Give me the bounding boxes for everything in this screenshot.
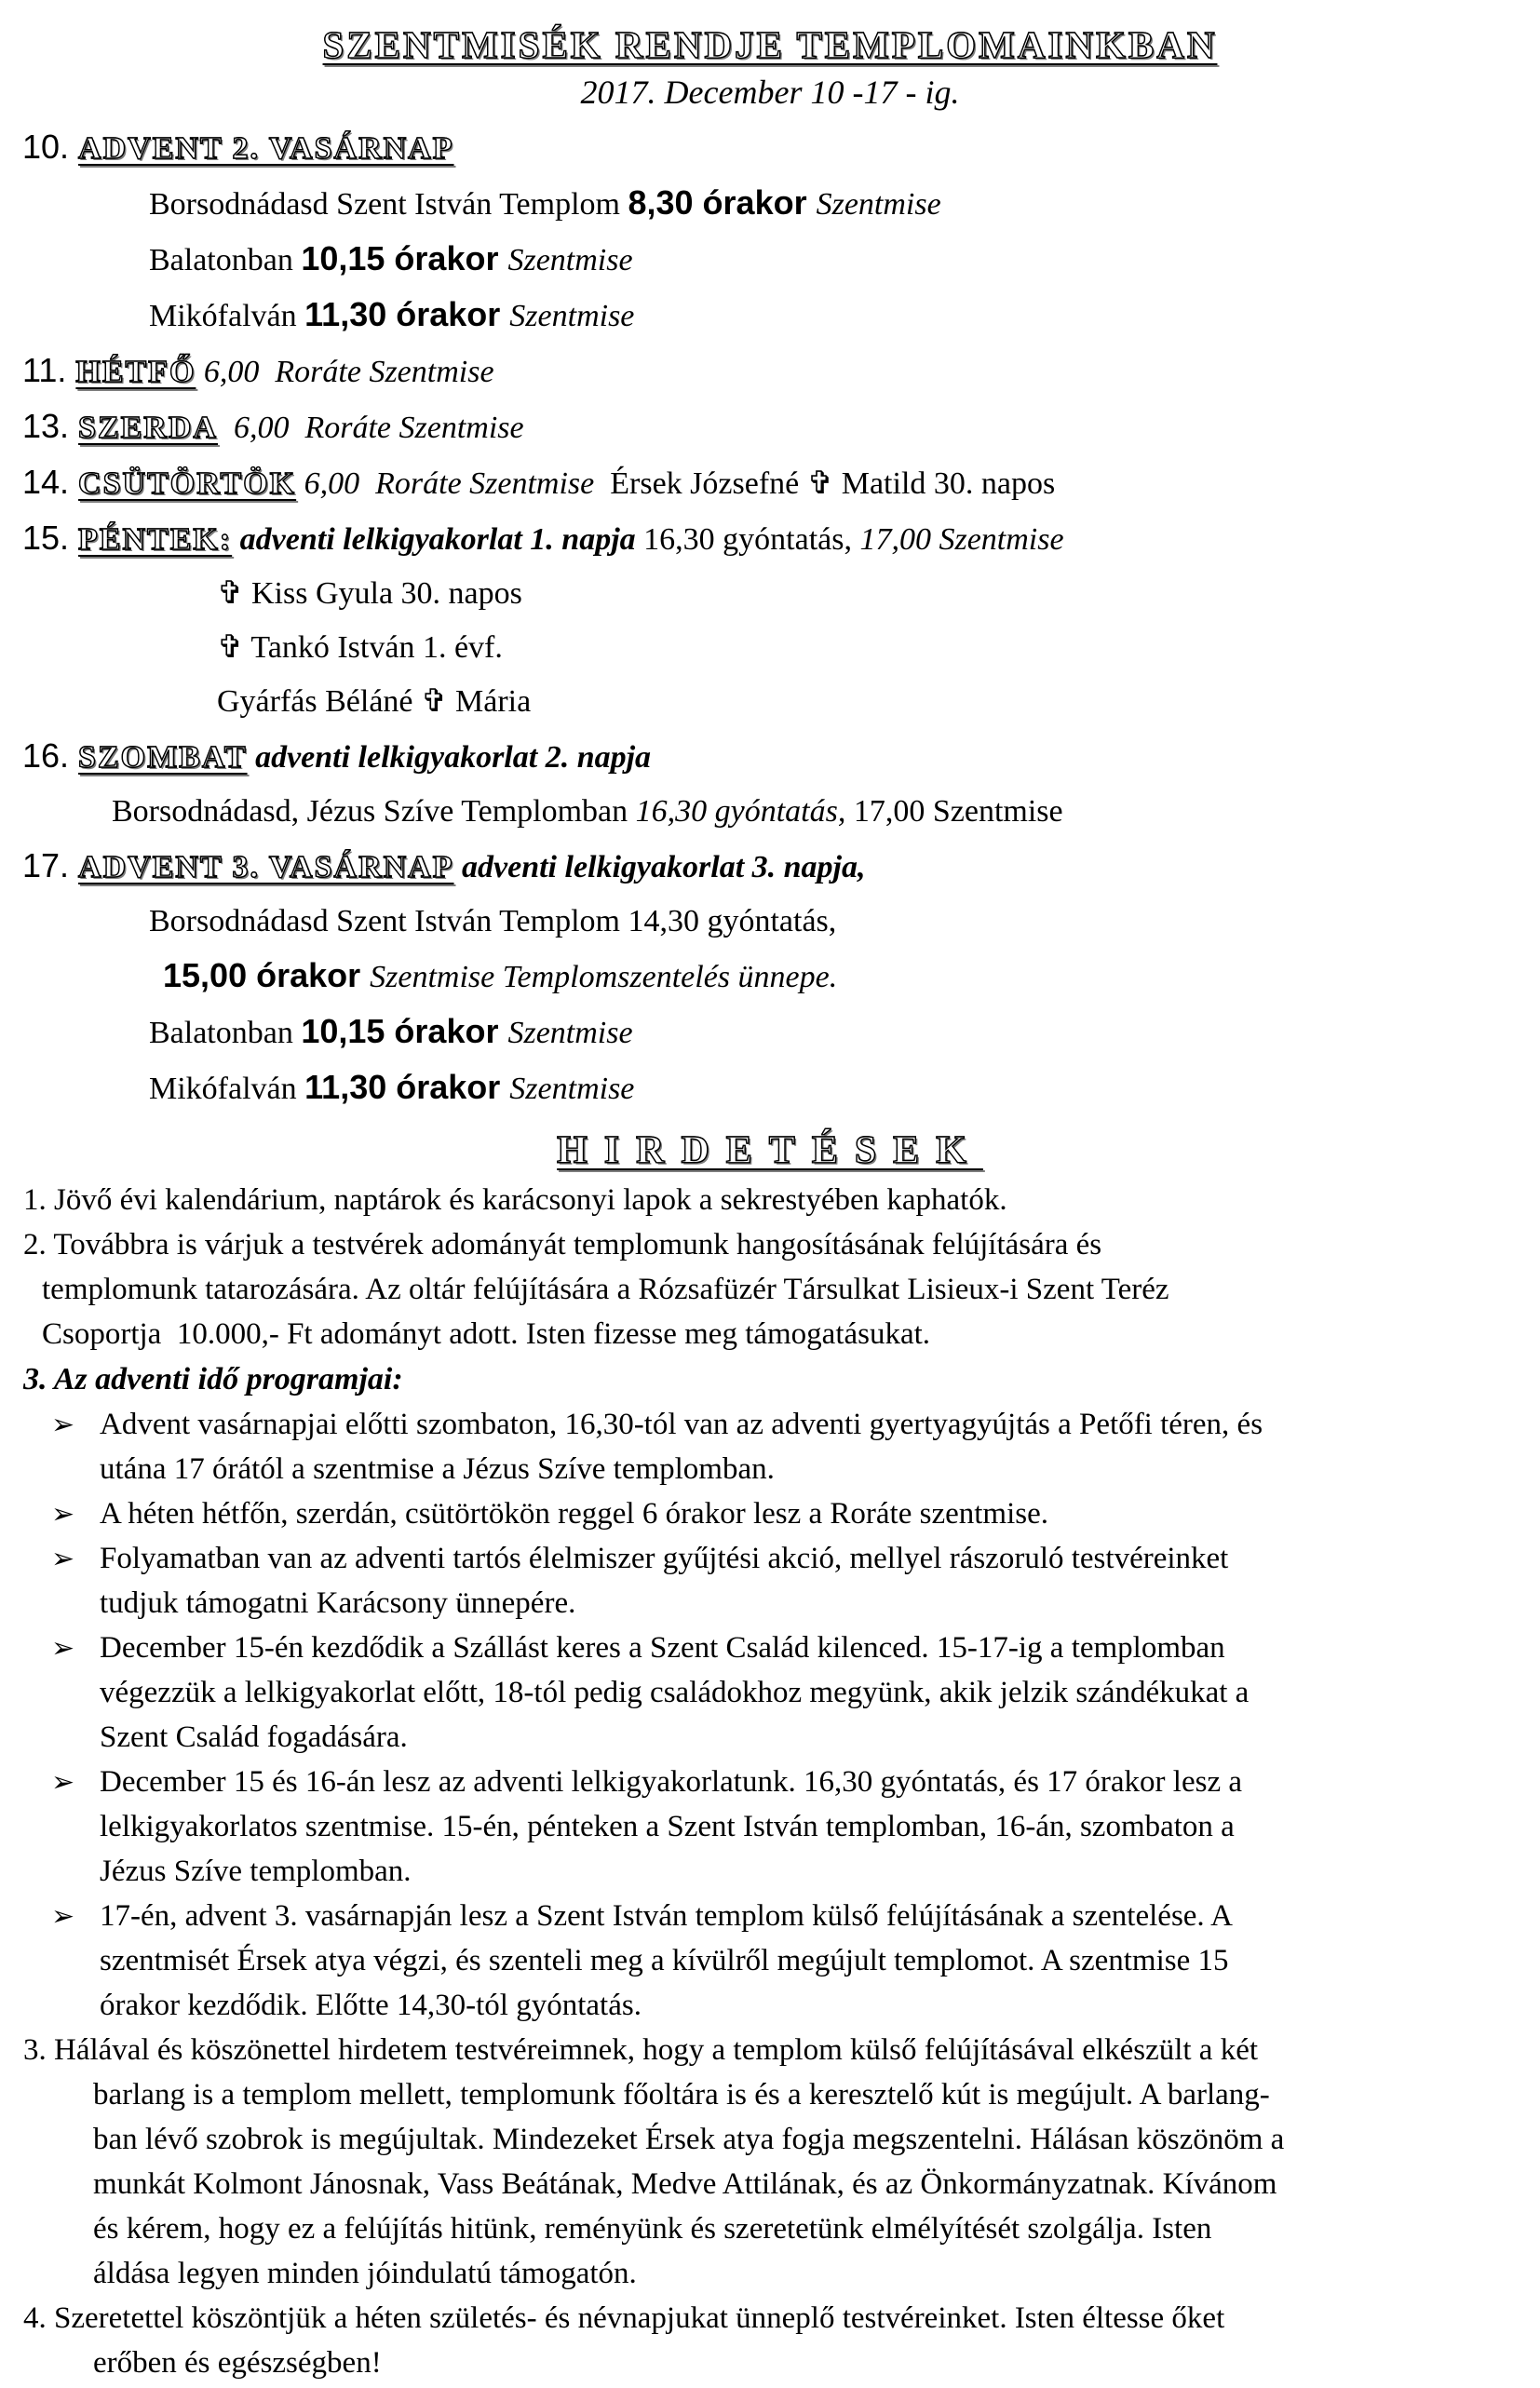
announcement-line	[0, 1896, 1540, 1941]
announcement-line	[0, 2030, 1540, 2075]
day-name-label: SZERDA	[78, 411, 218, 445]
date-range: 2017. December 10 -17 - ig.	[580, 74, 960, 111]
schedule-line	[0, 179, 1540, 235]
text-segment: Szentmise	[509, 299, 635, 333]
text-segment: 6,00 Roráte Szentmise	[196, 355, 494, 389]
announcement-line	[0, 1315, 1540, 1359]
announcement-line	[0, 1807, 1540, 1852]
text-segment: utána 17 órától a szentmise a Jézus Szíve templomban.	[100, 1452, 775, 1486]
text-segment: Borsodnádasd, Jézus Szíve Templomban	[112, 794, 636, 829]
announcement-line	[0, 2165, 1540, 2209]
text-segment: 3. Az adventi idő programjai:	[23, 1362, 403, 1396]
bullet-arrow-icon: ➢	[51, 1900, 75, 1933]
text-segment: 16,30 gyóntatás,	[635, 522, 860, 557]
text-segment: Balatonban	[149, 243, 302, 277]
announcement-line	[0, 2254, 1540, 2299]
day-name-label: SZOMBAT	[78, 740, 248, 775]
announcement-line	[0, 1450, 1540, 1494]
day-name-label: PÉNTEK:	[78, 522, 233, 557]
schedule-line	[0, 624, 1540, 678]
schedule-line	[0, 458, 1540, 514]
time-label: 15,00 órakor	[163, 956, 371, 994]
text-segment: Balatonban	[149, 1016, 302, 1050]
announcement-line	[0, 1628, 1540, 1673]
day-number: 16.	[22, 736, 79, 775]
bullet-arrow-icon: ➢	[51, 1498, 75, 1531]
announcements-section	[0, 1181, 1540, 2388]
announcement-line	[0, 1718, 1540, 1762]
text-segment: végezzük a lelkigyakorlat előtt, 18-tól pedig családokhoz megyünk, akik jelzik szándékukat a	[100, 1676, 1250, 1709]
text-segment: adventi lelkigyakorlat 3. napja,	[453, 850, 866, 884]
page-title: SZENTMISÉK RENDJE TEMPLOMAINKBAN	[322, 23, 1218, 66]
schedule-line	[0, 235, 1540, 290]
day-number: 17.	[22, 846, 79, 884]
schedule-line	[0, 732, 1540, 788]
day-number: 11.	[22, 351, 76, 389]
schedule-line	[0, 514, 1540, 570]
day-number: 15.	[22, 519, 79, 557]
text-segment: munkát Kolmont Jánosnak, Vass Beátának, Medve Attilának, és az Önkormányzatnak. Kívánom	[93, 2167, 1277, 2201]
day-number: 10.	[22, 128, 79, 166]
announcement-line	[0, 1762, 1540, 1807]
text-segment: lelkigyakorlatos szentmise. 15-én, pénteken a Szent István templomban, 16-án, szombaton a	[100, 1810, 1235, 1843]
text-segment: templomunk tatarozására. Az oltár felújítására a Rózsafüzér Társulkat Lisieux-i Szent Teréz	[42, 1273, 1169, 1306]
text-segment: Folyamatban van az adventi tartós élelmiszer gyűjtési akció, mellyel rászoruló testvéreinket	[100, 1542, 1229, 1575]
text-segment: 17,00 Szentmise	[845, 794, 1063, 829]
bullet-arrow-icon: ➢	[51, 1632, 75, 1665]
announcement-line	[0, 1673, 1540, 1718]
schedule-line	[0, 842, 1540, 897]
text-segment: Szentmise	[507, 1016, 633, 1050]
text-segment: szentmisét Érsek atya végzi, és szenteli meg a kívülről megújult templomot. A szentmise 15	[100, 1944, 1229, 1977]
text-segment: Csoportja 10.000,- Ft adományt adott. Isten fizesse meg támogatásukat.	[42, 1317, 931, 1351]
announcement-line	[0, 1225, 1540, 1270]
text-segment: 17,00 Szentmise	[859, 522, 1064, 557]
schedule-line	[0, 570, 1540, 624]
schedule-line	[0, 290, 1540, 346]
time-label: 8,30 órakor	[628, 183, 817, 222]
day-number: 14.	[22, 463, 79, 501]
announcements-title: HIRDETÉSEK	[557, 1129, 983, 1172]
text-segment: 16,30 gyóntatás,	[635, 794, 846, 829]
schedule-line	[0, 1063, 1540, 1119]
text-segment: Borsodnádasd Szent István Templom 14,30 gyóntatás,	[149, 904, 837, 938]
announcement-line	[0, 1359, 1540, 1405]
announcement-line	[0, 1494, 1540, 1539]
announcement-line	[0, 1539, 1540, 1584]
schedule-line	[0, 123, 1540, 179]
time-label: 11,30 órakor	[304, 1068, 510, 1106]
text-segment: December 15-én kezdődik a Szállást keres a Szent Család kilenced. 15-17-ig a templomban	[100, 1631, 1225, 1665]
schedule-line	[0, 951, 1540, 1007]
day-number: 13.	[22, 407, 79, 445]
text-segment: 1. Jövő évi kalendárium, naptárok és karácsonyi lapok a sekrestyében kaphatók.	[23, 1183, 1007, 1217]
text-segment: Mikófalván	[149, 299, 305, 333]
schedule-line	[0, 346, 1540, 402]
text-segment: 2. Továbbra is várjuk a testvérek adományát templomunk hangosításának felújítására és	[23, 1228, 1102, 1261]
bullet-arrow-icon: ➢	[51, 1766, 75, 1799]
time-label: 10,15 órakor	[301, 239, 508, 277]
text-segment: Borsodnádasd Szent István Templom	[149, 187, 628, 222]
text-segment: 4. Szeretettel köszöntjük a héten születés- és névnapjukat ünneplő testvéreinket. Isten éltesse őket	[23, 2301, 1225, 2335]
text-segment: 6,00 Roráte Szentmise	[296, 466, 595, 501]
text-segment: Jézus Szíve templomban.	[100, 1855, 412, 1888]
text-segment: Szentmise	[507, 243, 633, 277]
text-segment: Szentmise	[816, 187, 941, 222]
text-segment: ✞ Tankó István 1. évf.	[217, 630, 503, 665]
announcement-line	[0, 2075, 1540, 2120]
text-segment: erőben és egészségben!	[93, 2346, 382, 2380]
announcement-line	[0, 1181, 1540, 1225]
bullet-arrow-icon: ➢	[51, 1409, 75, 1441]
announcement-line	[0, 1270, 1540, 1315]
text-segment: ✞ Kiss Gyula 30. napos	[217, 576, 522, 611]
text-segment: Szentmise	[509, 1072, 635, 1106]
text-segment: adventi lelkigyakorlat 1. napja	[232, 522, 636, 557]
mass-schedule-section	[0, 123, 1540, 1119]
announcement-line	[0, 2120, 1540, 2165]
text-segment: Gyárfás Béláné ✞ Mária	[217, 684, 532, 719]
schedule-line	[0, 1007, 1540, 1063]
announcement-line	[0, 2343, 1540, 2388]
day-name-label: CSÜTÖRTÖK	[78, 466, 297, 501]
day-name-label: HÉTFŐ	[75, 355, 196, 389]
announcement-line	[0, 1852, 1540, 1896]
day-name-label: ADVENT 3. VASÁRNAP	[78, 850, 454, 884]
text-segment: adventi lelkigyakorlat 2. napja	[247, 740, 652, 775]
time-label: 11,30 órakor	[304, 295, 510, 333]
text-segment: Érsek Józsefné ✞ Matild 30. napos	[594, 466, 1056, 501]
announcement-line	[0, 2299, 1540, 2343]
text-segment: Advent vasárnapjai előtti szombaton, 16,30-tól van az adventi gyertyagyújtás a Petőfi téren, és	[100, 1408, 1263, 1441]
schedule-line	[0, 897, 1540, 951]
text-segment: ban lévő szobrok is megújultak. Mindezeket Érsek atya fogja megszentelni. Hálásan köszönöm a	[93, 2123, 1285, 2156]
day-name-label: ADVENT 2. VASÁRNAP	[78, 131, 454, 166]
announcement-line	[0, 1405, 1540, 1450]
announcement-line	[0, 1986, 1540, 2030]
text-segment: 3. Hálával és köszönettel hirdetem testvéreimnek, hogy a templom külső felújításával elkészült a két	[23, 2033, 1259, 2067]
text-segment: A héten hétfőn, szerdán, csütörtökön reggel 6 órakor lesz a Roráte szentmise.	[100, 1497, 1048, 1531]
text-segment: és kérem, hogy ez a felújítás hitünk, reményünk és szeretetünk elmélyítését szolgálja. Isten	[93, 2212, 1212, 2246]
text-segment: Szent Család fogadására.	[100, 1720, 408, 1754]
time-label: 10,15 órakor	[301, 1012, 508, 1050]
announcement-line	[0, 2209, 1540, 2254]
bullet-arrow-icon: ➢	[51, 1543, 75, 1575]
text-segment: órakor kezdődik. Előtte 14,30-tól gyóntatás.	[100, 1989, 642, 2022]
schedule-line	[0, 402, 1540, 458]
text-segment: tudjuk támogatni Karácsony ünnepére.	[100, 1586, 576, 1620]
schedule-line	[0, 788, 1540, 842]
announcement-line	[0, 1584, 1540, 1628]
text-segment: áldása legyen minden jóindulatú támogatón.	[93, 2257, 637, 2290]
text-segment: December 15 és 16-án lesz az adventi lelkigyakorlatunk. 16,30 gyóntatás, és 17 órakor lesz a	[100, 1765, 1242, 1799]
text-segment: Mikófalván	[149, 1072, 305, 1106]
announcement-line	[0, 1941, 1540, 1986]
text-segment: 6,00 Roráte Szentmise	[217, 411, 524, 445]
text-segment: Szentmise Templomszentelés ünnepe.	[370, 960, 838, 994]
text-segment: barlang is a templom mellett, templomunk főoltára is és a keresztelő kút is megújult. A barlang-	[93, 2078, 1270, 2111]
text-segment: 17-én, advent 3. vasárnapján lesz a Szent István templom külső felújításának a szentelése. A	[100, 1899, 1233, 1933]
schedule-line	[0, 678, 1540, 732]
